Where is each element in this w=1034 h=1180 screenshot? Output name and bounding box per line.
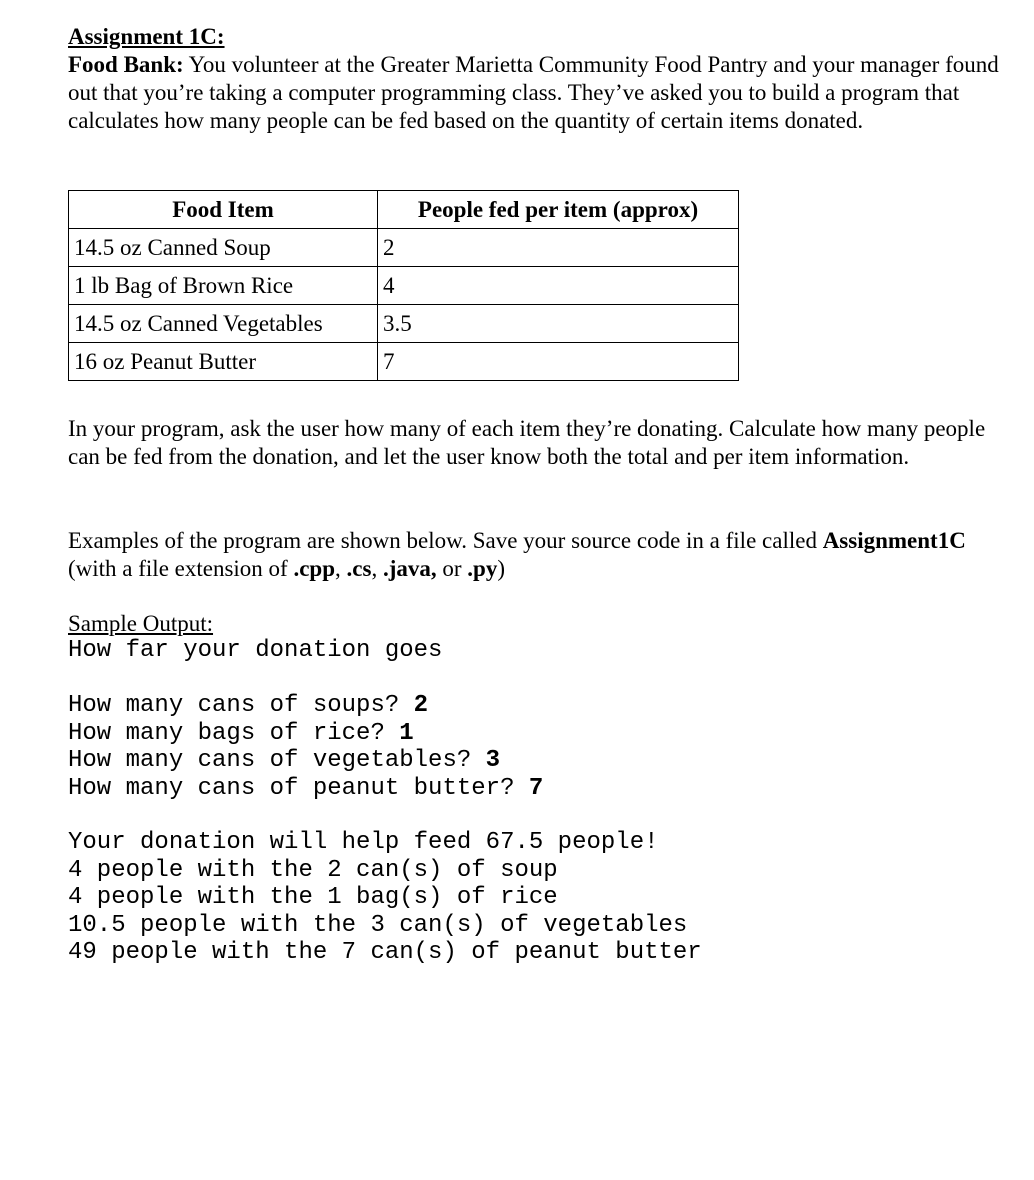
result-total-line: Your donation will help feed 67.5 people! xyxy=(68,829,659,856)
extension-java: .java, xyxy=(382,556,437,581)
separator: , xyxy=(335,556,347,581)
food-item-table xyxy=(68,190,739,381)
food-item-cell: 1 lb Bag of Brown Rice xyxy=(69,267,378,305)
examples-text: Examples of the program are shown below. Save your source code in a file called xyxy=(68,528,823,553)
filename: Assignment1C xyxy=(822,528,966,553)
extension-py: .py xyxy=(467,556,498,581)
table-header-row xyxy=(69,191,739,229)
instructions-paragraph: In your program, ask the user how many of each item they’re donating. Calculate how many people can be fed from the donation, and let the user know both the total and per item information. xyxy=(68,416,986,469)
food-item-cell: 14.5 oz Canned Vegetables xyxy=(69,305,378,343)
separator: , xyxy=(371,556,383,581)
table-row xyxy=(69,343,739,381)
header-food-item: Food Item xyxy=(69,191,378,229)
result-line: 4 people with the 2 can(s) of soup xyxy=(68,856,558,884)
food-item-cell: 14.5 oz Canned Soup xyxy=(69,229,378,267)
people-fed-cell: 4 xyxy=(378,267,739,305)
table-row xyxy=(69,305,739,343)
extension-cpp: .cpp xyxy=(293,556,336,581)
prompt-answer: 1 xyxy=(399,719,414,747)
prompt-line xyxy=(68,692,543,720)
sample-output-label: Sample Output: xyxy=(68,611,214,636)
prompt-answer: 3 xyxy=(485,747,501,774)
examples-paragraph xyxy=(68,527,1008,583)
people-fed-cell: 3.5 xyxy=(378,305,739,343)
result-line: 4 people with the 1 bag(s) of rice xyxy=(68,884,558,911)
prompt-answer: 7 xyxy=(528,774,544,802)
intro-text: You volunteer at the Greater Marietta Community Food Pantry and your manager found out that you’re taking a computer programming class. They’ve asked you to build a program that calculates how many people can be fed based on the quantity of certain items donated. xyxy=(68,52,999,133)
people-fed-cell: 2 xyxy=(378,229,739,267)
prompt-question: How many bags of rice? xyxy=(68,719,400,747)
prompt-line xyxy=(68,747,543,775)
header-people-fed: People fed per item (approx) xyxy=(378,191,739,229)
prompt-answer: 2 xyxy=(413,692,429,719)
people-fed-cell: 7 xyxy=(378,343,739,381)
prompt-line xyxy=(68,720,543,748)
sample-prompts xyxy=(68,692,543,802)
examples-text: ) xyxy=(497,556,505,581)
examples-text: (with a file extension of xyxy=(68,556,294,581)
prompt-question: How many cans of soups? xyxy=(68,692,414,719)
intro-paragraph xyxy=(68,51,1008,135)
assignment-heading: Assignment 1C: xyxy=(68,24,225,49)
prompt-question: How many cans of vegetables? xyxy=(68,747,486,774)
table-row xyxy=(69,267,739,305)
result-line: 10.5 people with the 3 can(s) of vegetables xyxy=(68,911,688,939)
assignment-document xyxy=(68,22,1008,966)
sample-output-title: How far your donation goes xyxy=(68,637,443,664)
extension-cs: .cs xyxy=(346,556,372,581)
intro-label: Food Bank: xyxy=(68,52,184,77)
prompt-line xyxy=(68,775,543,803)
separator: or xyxy=(436,556,468,581)
result-line: 49 people with the 7 can(s) of peanut butter xyxy=(68,939,702,966)
food-item-cell: 16 oz Peanut Butter xyxy=(69,343,378,381)
table-row xyxy=(69,229,739,267)
prompt-question: How many cans of peanut butter? xyxy=(68,774,529,802)
sample-results xyxy=(68,829,702,967)
